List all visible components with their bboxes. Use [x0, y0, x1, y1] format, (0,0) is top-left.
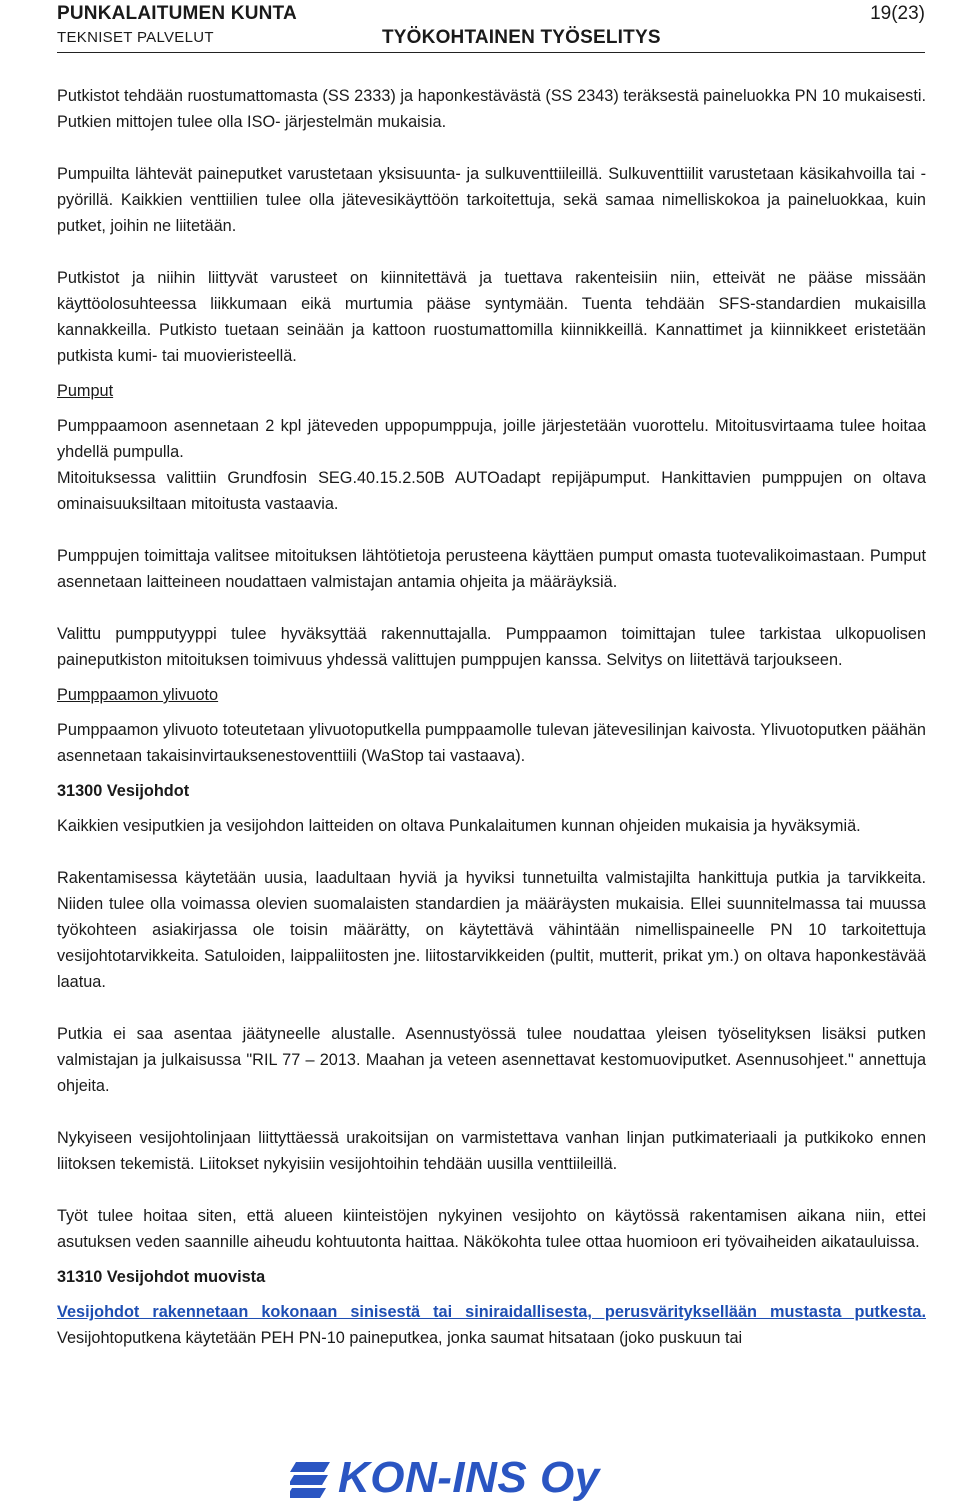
footer-logo	[290, 1455, 600, 1501]
page-number: 19(23)	[870, 3, 925, 24]
vesijohdot-color-link[interactable]: Vesijohdot rakennetaan kokonaan sinisestä tai siniraidallisesta, perusvärityksellään mustasta putkesta.	[57, 1303, 926, 1321]
heading-pumput: Pumput	[57, 382, 114, 400]
document-body	[57, 83, 926, 1351]
paragraph-tyot: Työt tulee hoitaa siten, että alueen kiinteistöjen nykyinen vesijohto on käytössä rakentamisen aikana niin, ettei asutuksen veden saannille aiheudu kohtuutonta haittaa. Näkökohta tulee ottaa huomioon eri työvaiheiden aikatauluissa.	[57, 1207, 926, 1251]
paragraph-paineputket-venttiilit	[57, 161, 926, 239]
heading-31300-vesijohdot: 31300 Vesijohdot	[57, 782, 190, 800]
page-header	[57, 0, 925, 53]
paragraph-putkistot-kiinnitys: Putkistot ja niihin liittyvät varusteet on kiinnitettävä ja tuettava rakenteisiin niin, etteivät ne pääse missään käyttöolosuhteessa liikkumaan eikä murtumia pääse syntymään. Tuenta tehdään SFS-standardien mukaisilla kannakkeilla. Putkisto tuetaan seinään ja kattoon ruostumattomilla kiinnikkeillä. Kannattimet ja kiinnikkeet eristetään putkista kumi- tai muovieristeellä.	[57, 269, 926, 365]
paragraph-liittyminen: Nykyiseen vesijohtolinjaan liittyttäessä urakoitsijan on varmistettava vanhan linjan putkimateriaali ja putkikoko ennen liitoksen tekemistä. Liitokset nykyisiin vesijohtoihin tehdään uusilla venttiileillä.	[57, 1129, 926, 1173]
heading-31310-vesijohdot-muovista: 31310 Vesijohdot muovista	[57, 1268, 266, 1286]
paragraph-pumpputyyppi: Valittu pumpputyyppi tulee hyväksyttää rakennuttajalla. Pumppaamon toimittajan tulee tarkistaa ulkopuolisen paineputkiston mitoituksen toimivuus yhdessä valittujen pumppujen kanssa. Selvitys on liitettävä tarjoukseen.	[57, 625, 926, 669]
paragraph-paineputket-part-1: Pumpuilta lähtevät paineputket varustetaan yksisuunta- ja sulkuventtiileillä. Sulkuventtiilit varustetaan käsikahvoilla tai -pyörillä.	[57, 165, 926, 209]
company-logo-text: KON-INS Oy	[338, 1453, 600, 1502]
heading-pumppaamon-ylivuoto: Pumppaamon ylivuoto	[57, 686, 219, 704]
kon-ins-logo-mark-icon	[290, 1458, 334, 1498]
paragraph-asennus: Putkia ei saa asentaa jäätyneelle alustalle. Asennustyössä tulee noudattaa yleisen työselityksen lisäksi putken valmistajan ja julkaisussa "RIL 77 – 2013. Maahan ja veteen asennettavat kestomuoviputket. Asennusohjeet." annettuja ohjeita.	[57, 1025, 926, 1095]
paragraph-muoviputket-text: Vesijohtoputkena käytetään PEH PN-10 paineputkea, jonka saumat hitsataan (joko puskuun tai	[57, 1329, 743, 1347]
paragraph-mitoitus: Mitoituksessa valittiin Grundfosin SEG.40.15.2.50B AUTOadapt repijäpumput. Hankittavien pumppujen on oltava ominaisuuksiltaan mitoitusta vastaavia.	[57, 469, 926, 513]
paragraph-ylivuoto: Pumppaamon ylivuoto toteutetaan ylivuotoputkella pumppaamolle tulevan jätevesilinjan kaivosta. Ylivuotoputken päähän asennetaan takaisinvirtauksenestoventtiili (WaStop tai vastaava).	[57, 721, 926, 765]
department-name: TEKNISET PALVELUT	[57, 29, 214, 46]
paragraph-paineputket-part-2: Kaikkien venttiilien tulee olla jätevesikäyttöön tarkoitettuja, sekä samaa nimelliskokoa ja paineluokkaa, kuin putket, joihin ne liitetään.	[57, 191, 926, 235]
paragraph-putkistot-materiaali: Putkistot tehdään ruostumattomasta (SS 2333) ja haponkestävästä (SS 2343) teräksestä paineluokka PN 10 mukaisesti. Putkien mittojen tulee olla ISO- järjestelmän mukaisia.	[57, 87, 926, 131]
paragraph-pumppaamo-pumput: Pumppaamoon asennetaan 2 kpl jäteveden uppopumppuja, joille järjestetään vuorottelu. Mitoitusvirtaama tulee hoitaa yhdellä pumpulla.	[57, 417, 926, 461]
paragraph-muoviputket	[57, 1299, 926, 1351]
paragraph-rakentamisessa: Rakentamisessa käytetään uusia, laadultaan hyviä ja hyviksi tunnetuilta valmistajilta hankittuja putkia ja tarvikkeita. Niiden tulee olla voimassa olevien suomalaisten standardien ja määräysten mukaisia. Ellei suunnitelmassa tai muussa työkohteen asiakirjassa ole toisin määrätty, on käytettävä vähintään nimellispaineelle PN 10 tarkoitettuja vesijohtotarvikkeita. Satuloiden, laippaliitosten jne. liitostarvikkeiden (pultit, mutterit, prikat ym.) on oltava haponkestävää laatua.	[57, 869, 926, 991]
paragraph-pumppujen-toimittaja: Pumppujen toimittaja valitsee mitoituksen lähtötietoja perusteena käyttäen pumput omasta tuotevalikoimastaan. Pumput asennetaan laitteineen noudattaen valmistajan antamia ohjeita ja määräyksiä.	[57, 547, 926, 591]
paragraph-vesiputket-ohjeet: Kaikkien vesiputkien ja vesijohdon laitteiden on oltava Punkalaitumen kunnan ohjeiden mukaisia ja hyväksymiä.	[57, 817, 861, 835]
document-title: TYÖKOHTAINEN TYÖSELITYS	[382, 27, 661, 48]
organization-name: PUNKALAITUMEN KUNTA	[57, 3, 297, 24]
